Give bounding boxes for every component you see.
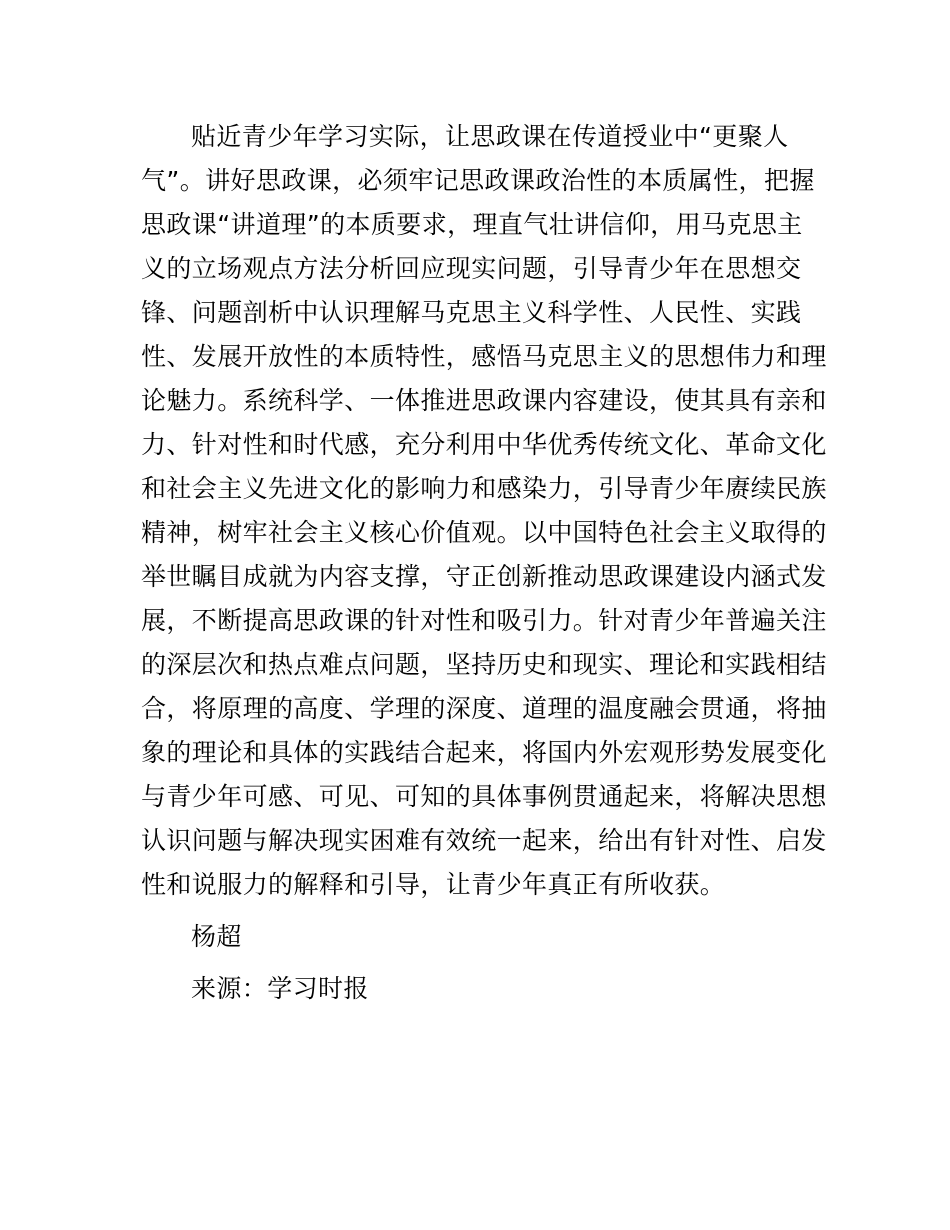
- paragraph-line: 的深层次和热点难点问题，坚持历史和现实、理论和实践相结: [141, 650, 827, 679]
- paragraph-line: 思政课“讲道理”的本质要求，理直气壮讲信仰，用马克思主: [141, 210, 803, 239]
- paragraph-line: 论魅力。系统科学、一体推进思政课内容建设，使其具有亲和: [141, 386, 827, 415]
- paragraph-line: 性、发展开放性的本质特性，感悟马克思主义的思想伟力和理: [141, 342, 827, 371]
- paragraph-line: 认识问题与解决现实困难有效统一起来，给出有针对性、启发: [141, 826, 827, 855]
- paragraph-line: 力、针对性和时代感，充分利用中华优秀传统文化、革命文化: [141, 430, 827, 459]
- paragraph-spacer: [141, 959, 813, 967]
- author-name: 杨超: [191, 922, 242, 951]
- paragraph-line: 展，不断提高思政课的针对性和吸引力。针对青少年普遍关注: [141, 606, 827, 635]
- paragraph-line: 气”。讲好思政课，必须牢记思政课政治性的本质属性，把握: [141, 166, 815, 195]
- paragraph-line: 和社会主义先进文化的影响力和感染力，引导青少年赓续民族: [141, 474, 827, 503]
- paragraph: [141, 115, 827, 907]
- document-body: [141, 115, 827, 1011]
- paragraph-line: 性和说服力的解释和引导，让青少年真正有所收获。: [141, 870, 726, 899]
- paragraph-line: 象的理论和具体的实践结合起来，将国内外宏观形势发展变化: [141, 738, 827, 767]
- paragraph-line: 举世瞩目成就为内容支撑，守正创新推动思政课建设内涵式发: [141, 562, 827, 591]
- paragraph-line: 贴近青少年学习实际，让思政课在传道授业中“更聚人: [191, 122, 789, 151]
- paragraph-spacer: [141, 907, 813, 915]
- source-line: 来源：学习时报: [191, 974, 369, 1003]
- paragraph-line: 合，将原理的高度、学理的深度、道理的温度融会贯通，将抽: [141, 694, 827, 723]
- paragraph-line: 义的立场观点方法分析回应现实问题，引导青少年在思想交: [141, 254, 802, 283]
- paragraph-line: 锋、问题剖析中认识理解马克思主义科学性、人民性、实践: [141, 298, 802, 327]
- paragraph-line: 精神，树牢社会主义核心价值观。以中国特色社会主义取得的: [141, 518, 827, 547]
- paragraph-line: 与青少年可感、可见、可知的具体事例贯通起来，将解决思想: [141, 782, 827, 811]
